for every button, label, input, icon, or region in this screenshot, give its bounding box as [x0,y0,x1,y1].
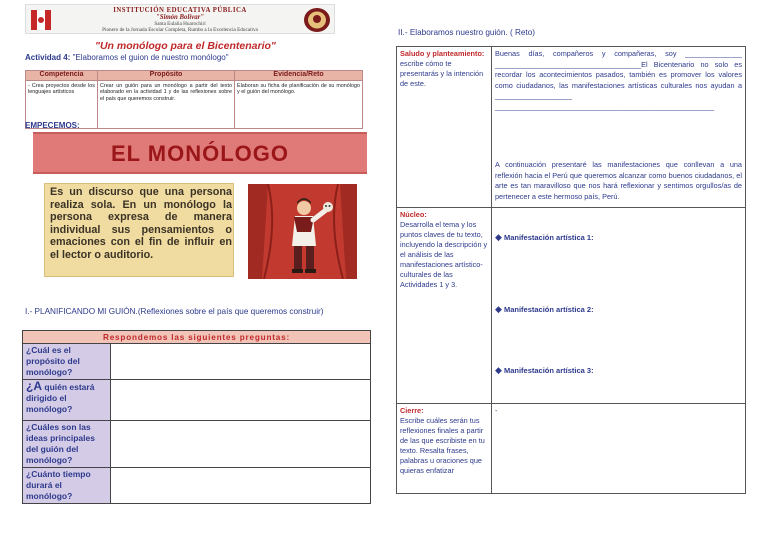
cierre-label [397,404,492,494]
manifestacion-3: ◆ Manifestación artística 3: [495,365,594,375]
definition-text: Es un discurso que una persona realiza sola. En un monólogo la persona expresa de manera individual sus pensamientos o emaciones con el fin de influir en el lector o auditorio. [50,186,232,261]
proposito-cell: Crear un guión para un monólogo a partir del texto elaborado en la actividad 1 y de las reflexiones sobre el país que queremos construir. [98,81,235,129]
manifestacion-1: ◆ Manifestación artística 1: [495,232,594,242]
activity-line [25,53,229,62]
competencia-header: Competencia [26,71,98,81]
nucleo-desc: Desarrolla el tema y los puntos claves de tu texto, incluyendo la descripción y el análisis de las manifestaciones artístico-culturales de las Actividades 1 y 3. [400,220,488,289]
diamond-bullet-icon: ◆ [495,232,502,242]
school-crest-icon [303,7,331,33]
competencia-cell: - Crea proyectos desde los lenguajes artísticos [26,81,98,129]
school-name: "Simón Bolívar" [155,14,205,21]
school-location: Santa Eulalia Huarochirí [154,21,206,27]
activity-text: "Elaboramos el guion de nuestro monólogo" [72,53,229,62]
saludo-desc: escribe cómo te presentarás y la intención de este. [400,59,484,88]
manifestacion-2: ◆ Manifestación artística 2: [495,303,594,314]
question-3: ¿Cuáles son las ideas principales del guión del monólogo? [23,421,111,468]
institution-block [62,7,298,33]
answer-field-3[interactable] [111,421,371,468]
saludo-title: Saludo y planteamiento: [400,49,485,58]
section-planificando: I.- PLANIFICANDO MI GUIÓN.(Reflexiones sobre el país que queremos construir) [25,307,324,316]
guion-table [396,46,746,494]
evidencia-cell: Elaboran su ficha de planificación de su monólogo y el guión del monólogo. [235,81,363,129]
cierre-desc: Escribe cuáles serán tus reflexiones finales a partir de las que escribiste en tu texto. Resalta frases, palabras u oraciones que quieras enfatizar [400,416,485,475]
cierre-content[interactable]: - [492,404,746,494]
saludo-text-2: A continuación presentaré las manifestaciones que conllevan a una reflexión hacia el Perú que queremos alcanzar como buenos ciudadanos, el arte es tan maravilloso que nos hará reflexionar y sentimos orgullos/as de pertenecer a este hermoso país, Perú. [495,160,742,201]
question-2-prefix: ¿A [26,379,42,393]
cierre-title: Cierre: [400,406,424,415]
answer-field-4[interactable] [111,468,371,504]
actor-skull-icon [248,184,357,279]
saludo-content[interactable] [492,47,746,208]
school-header [25,4,335,34]
saludo-text-1: Buenas días, compañeros y compañeras, soy ______________ ____________________________________El Bicentenario no solo es recordar los acontecimientos pasados, también es promover los valores como ciudadanos, las manifestaciones artísticas culturales nos ayudan a ___________________ ______________________________________________________ [495,49,742,111]
section-guion: II.- Elaboramos nuestro guión. ( Reto) [398,28,535,37]
monologo-banner [33,132,367,174]
banner-title: EL MONÓLOGO [110,141,290,166]
answer-field-1[interactable] [111,344,371,380]
proposito-header: Propósito [98,71,235,81]
question-1: ¿Cuál es el propósito del monólogo? [23,344,111,380]
nucleo-title: Núcleo: [400,210,427,219]
activity-label: Actividad 4: [25,53,71,62]
diamond-bullet-icon: ◆ [495,303,502,314]
school-motto: Pionero de la Jornada Escolar Completa, Rumbo a la Excelencia Educativa [102,27,258,33]
nucleo-content[interactable] [492,208,746,404]
school-logo-left-icon [29,8,53,32]
page-title: "Un monólogo para el Bicentenario" [95,40,276,52]
actor-illustration [248,184,357,279]
nucleo-label [397,208,492,404]
questions-table [22,330,371,504]
evidencia-header: Evidencia/Reto [235,71,363,81]
diamond-bullet-icon: ◆ [495,365,502,375]
question-2-text: quién estará dirigido el monólogo? [26,382,95,414]
saludo-label [397,47,492,208]
answer-field-2[interactable] [111,380,371,421]
questions-header: Respondemos las siguientes preguntas: [23,331,371,344]
question-4: ¿Cuánto tiempo durará el monólogo? [23,468,111,504]
institution-name: INSTITUCIÓN EDUCATIVA PÚBLICA [113,7,247,14]
question-2 [23,380,111,421]
empecemos-heading: EMPECEMOS: [25,121,80,130]
